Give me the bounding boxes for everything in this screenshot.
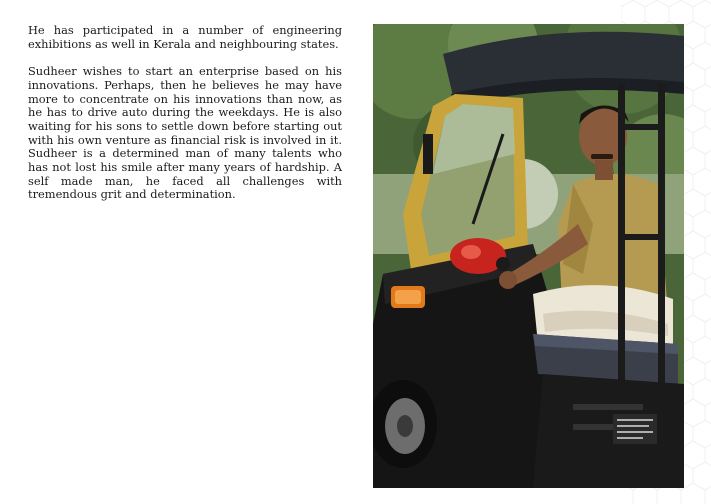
paragraph-exhibitions: He has participated in a number of engineering exhibitions as well in Kerala and neighbouring states. — [28, 23, 342, 51]
article-text — [28, 24, 342, 216]
auto-rickshaw-photo — [373, 24, 684, 488]
paragraph-enterprise: Sudheer wishes to start an enterprise based on his innovations. Perhaps, then he believes he may have more to concentrate on his innovations than now, as he has to drive auto during the weekdays. He is also waiting for his sons to settle down before starting out with his own venture as financial risk is involved in it. Sudheer is a determined man of many talents who has not lost his smile after many years of hardship. A self made man, he faced all challenges with tremendous grit and determination. — [28, 64, 342, 202]
